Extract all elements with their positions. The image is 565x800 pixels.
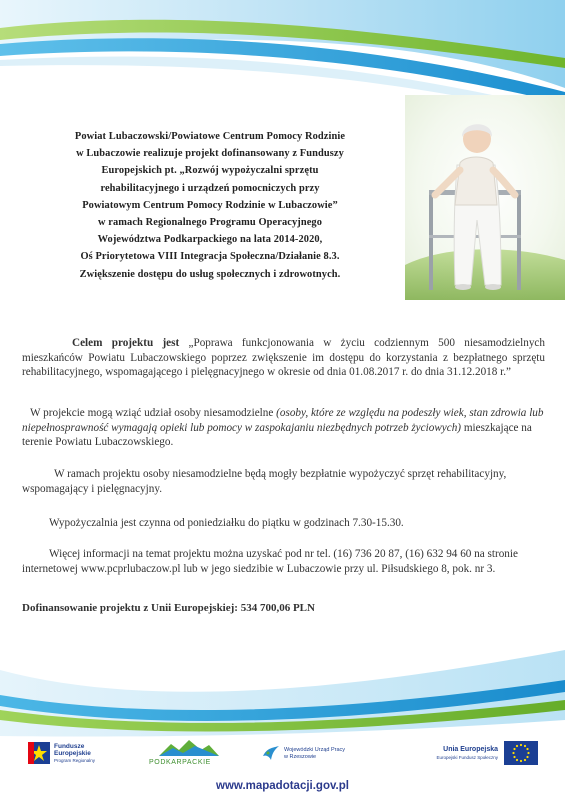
wup-bird-icon	[262, 744, 280, 762]
podkarpackie-text: PODKARPACKIE	[149, 759, 211, 766]
website-link[interactable]: www.mapadotacji.gov.pl	[216, 780, 349, 792]
ue-line2: Europejski Fundusz Społeczny	[436, 755, 498, 760]
funding-amount: Dofinansowanie projektu z Unii Europejskiej: 534 700,06 PLN	[22, 602, 315, 614]
intro-line: w Lubaczowie realizuje projekt dofinansowany z Funduszy	[76, 148, 344, 160]
fe-line3: Program Regionalny	[54, 758, 96, 763]
funding-logos-bar	[0, 736, 565, 776]
fe-line2: Europejskie	[54, 750, 91, 757]
participants-location: mieszkające na terenie Powiatu Lubaczowskiego.	[22, 421, 532, 449]
fundusze-europejskie-logo	[28, 736, 118, 772]
eu-flag-icon	[504, 741, 538, 765]
intro-line: w ramach Regionalnego Programu Operacyjnego	[97, 217, 322, 229]
elderly-woman-with-walker-photo	[405, 95, 565, 300]
project-intro	[20, 128, 400, 283]
participants-definition: (osoby, które ze względu na podeszły wiek, stan zdrowia lub niepełnosprawność wymagają opieki lub pomocy w zaspokajaniu niezbędnych potrzeb życiowych)	[22, 407, 544, 434]
contact-info-paragraph: Więcej informacji na temat projektu można uzyskać pod nr tel. (16) 736 20 87, (16) 632 94 60 na stronie internetowej www.pcprlubaczow.pl lub w jego siedzibie w Lubaczowie przy ul. Piłsudskiego 8, pok. nr 3.	[22, 548, 518, 575]
project-goal-paragraph	[22, 336, 545, 380]
opening-hours-paragraph: Wypożyczalnia jest czynna od poniedziałku do piątku w godzinach 7.30-15.30.	[49, 517, 404, 529]
wup-line2: w Rzeszowie	[284, 754, 317, 760]
podkarpackie-logo	[145, 736, 235, 772]
intro-line: Zwiększenie dostępu do usług społecznych i zdrowotnych.	[79, 268, 341, 280]
wup-rzeszow-logo	[262, 736, 372, 772]
intro-line: Oś Priorytetowa VIII Integracja Społeczna/Działanie 8.3.	[80, 251, 340, 263]
intro-line: Europejskich pt. „Rozwój wypożyczalni sprzętu	[101, 165, 319, 177]
fe-star-icon	[28, 742, 50, 764]
mountains-icon	[159, 740, 219, 756]
intro-line: rehabilitacyjnego i urządzeń pomocniczych przy	[100, 182, 320, 194]
bottom-wave-decoration	[0, 640, 565, 740]
participants-paragraph	[22, 406, 545, 450]
fe-line1: Fundusze	[54, 743, 85, 750]
ue-line1: Unia Europejska	[443, 746, 498, 753]
intro-line: Województwa Podkarpackiego na lata 2014-2020,	[97, 234, 323, 246]
wup-line1: Wojewódzki Urząd Pracy	[284, 747, 346, 753]
goal-label: Celem projektu jest	[72, 337, 180, 349]
unia-europejska-logo	[400, 736, 540, 772]
goal-text: „Poprawa funkcjonowania w życiu codziennym 500 niesamodzielnych mieszkańców Powiatu Lubaczowskiego poprzez zwiększenie im dostępu do korzystania z bezpłatnego sprzętu rehabilitacyjnego, wspomagającego i pielęgnacyjnego w okresie od dnia 01.08.2017 r. do dnia 31.12.2018 r.”	[22, 337, 545, 379]
scope-paragraph: W ramach projektu osoby niesamodzielne będą mogły bezpłatnie wypożyczyć sprzęt rehabilitacyjny, wspomagający i pielęgnacyjny.	[22, 468, 507, 495]
intro-line: Powiatowym Centrum Pomocy Rodzinie w Lubaczowie”	[82, 199, 338, 211]
participants-text: W projekcie mogą wziąć udział osoby niesamodzielne	[30, 407, 277, 419]
intro-line: Powiat Lubaczowski/Powiatowe Centrum Pomocy Rodzinie	[74, 131, 346, 142]
